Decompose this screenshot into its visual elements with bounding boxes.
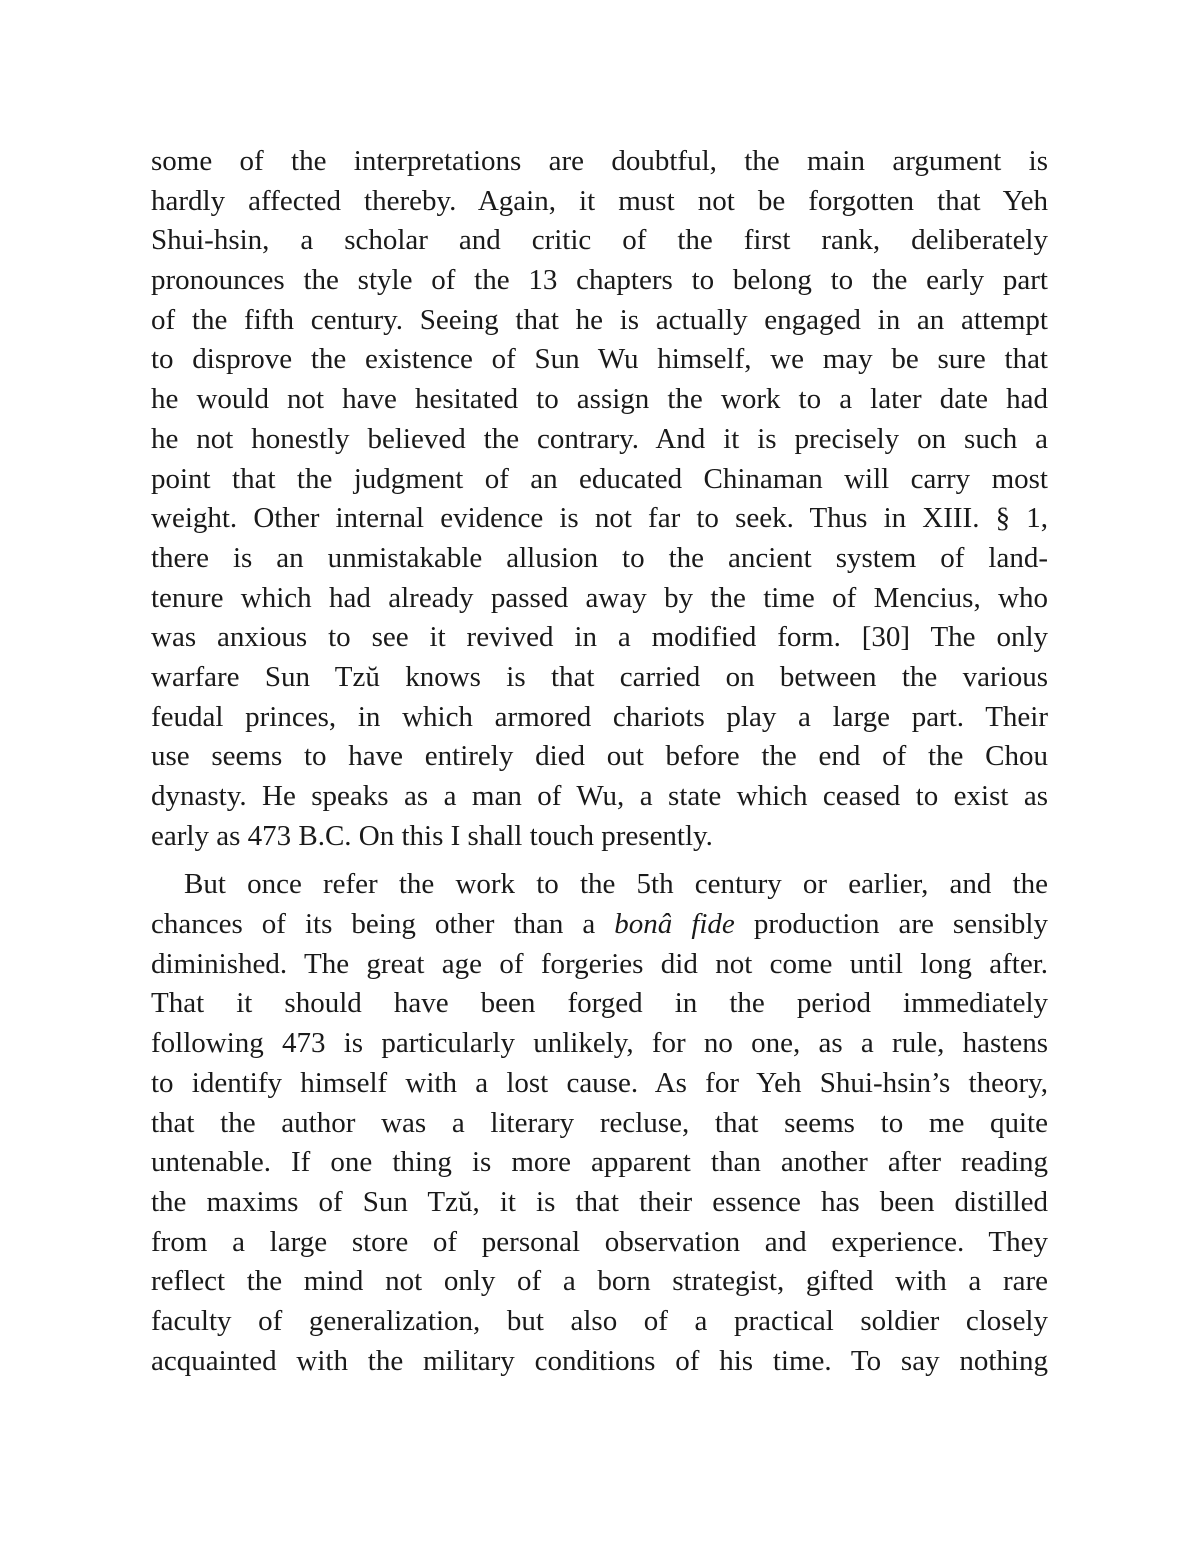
- text-line: faculty of generalization, but also of a practical soldier closely: [151, 1304, 1048, 1337]
- text-line: of the fifth century. Seeing that he is actually engaged in an attempt: [151, 303, 1048, 336]
- text-line: to identify himself with a lost cause. As for Yeh Shui-hsin’s theory,: [151, 1066, 1048, 1099]
- text-line: he not honestly believed the contrary. And it is precisely on such a: [151, 422, 1048, 455]
- text-line: But once refer the work to the 5th century or earlier, and the: [184, 868, 1048, 901]
- text-line: dynasty. He speaks as a man of Wu, a state which ceased to exist as: [151, 780, 1048, 812]
- text-span: chances of its being other than a: [151, 908, 615, 941]
- text-line: he would not have hesitated to assign the work to a later date had: [151, 383, 1048, 416]
- text-line: some of the interpretations are doubtful, the main argument is: [151, 145, 1048, 177]
- text-line: acquainted with the military conditions of his time. To say nothing: [151, 1344, 1048, 1377]
- text-line: untenable. If one thing is more apparent than another after reading: [151, 1146, 1048, 1179]
- text-line: Shui-hsin, a scholar and critic of the first rank, deliberately: [151, 224, 1048, 257]
- text-line: warfare Sun Tzŭ knows is that carried on between the various: [151, 660, 1048, 693]
- text-line: there is an unmistakable allusion to the ancient system of land-: [151, 541, 1048, 574]
- text-line: diminished. The great age of forgeries did not come until long after.: [151, 947, 1048, 980]
- text-line: early as 473 B.C. On this I shall touch presently.: [151, 819, 713, 852]
- text-line: from a large store of personal observation and experience. They: [151, 1225, 1048, 1258]
- text-line: that the author was a literary recluse, that seems to me quite: [151, 1106, 1048, 1139]
- text-line-with-italic: [151, 905, 1048, 945]
- text-line: weight. Other internal evidence is not far to seek. Thus in XIII. § 1,: [151, 502, 1048, 535]
- italic-phrase: bonâ fide: [614, 908, 735, 941]
- document-page: [151, 142, 1048, 1381]
- paragraph-1: [151, 142, 1048, 856]
- text-line: hardly affected thereby. Again, it must not be forgotten that Yeh: [151, 184, 1048, 217]
- text-line: feudal princes, in which armored chariots play a large part. Their: [151, 700, 1048, 733]
- text-line: reflect the mind not only of a born strategist, gifted with a rare: [151, 1265, 1048, 1298]
- text-line: was anxious to see it revived in a modified form. [30] The only: [151, 621, 1048, 654]
- text-line: to disprove the existence of Sun Wu himself, we may be sure that: [151, 343, 1048, 376]
- text-line: point that the judgment of an educated Chinaman will carry most: [151, 462, 1048, 495]
- text-line: following 473 is particularly unlikely, for no one, as a rule, hastens: [151, 1027, 1048, 1060]
- text-line: tenure which had already passed away by the time of Mencius, who: [151, 581, 1048, 614]
- text-line: That it should have been forged in the period immediately: [151, 987, 1048, 1020]
- paragraph-2: [151, 865, 1048, 1381]
- text-span: production are sensibly: [734, 908, 1048, 941]
- text-line: use seems to have entirely died out before the end of the Chou: [151, 740, 1048, 773]
- text-line: the maxims of Sun Tzŭ, it is that their essence has been distilled: [151, 1185, 1048, 1218]
- text-line: pronounces the style of the 13 chapters to belong to the early part: [151, 264, 1048, 297]
